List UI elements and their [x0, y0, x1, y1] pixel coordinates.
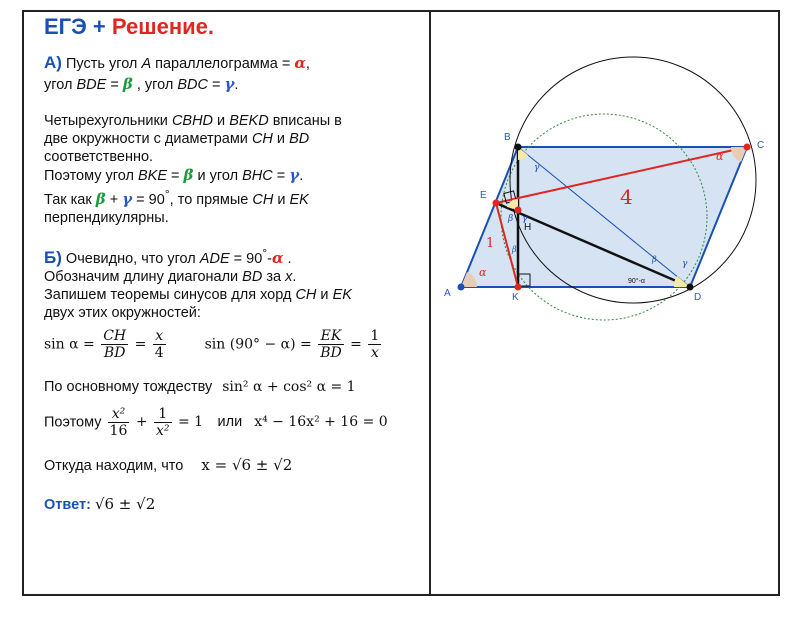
- point-a: [458, 284, 465, 291]
- label-beta-d: β: [652, 255, 657, 264]
- label-gamma-d: γ: [682, 259, 688, 269]
- label-alpha-c: α: [716, 150, 724, 163]
- label-beta-k: β: [512, 245, 517, 254]
- point-h: [515, 207, 522, 214]
- part-a-line-1: А) Пусть угол A параллелограмма = α,: [44, 53, 310, 72]
- part-b-line-4: двух этих окружностей:: [44, 304, 201, 321]
- solution-text: [44, 14, 419, 514]
- part-a-para3-line1: Так как β + γ = 90°, то прямые CH и EK: [44, 187, 309, 208]
- label-alpha-a: α: [479, 266, 487, 279]
- part-a-line-2: угол BDE = β , угол BDC = γ.: [44, 75, 239, 93]
- geometry-figure: [431, 10, 780, 596]
- label-point-k: K: [512, 292, 519, 303]
- equation-line: Поэтому $\frac{\text{x²}}{16}$ + $\frac{1}{\text{x²}}$ = 1 или x⁴ − 16x² + 16 = 0: [44, 405, 388, 439]
- answer-line: [44, 495, 419, 514]
- identity-line: По основному тождеству sin² α + cos² α = 1: [44, 378, 356, 395]
- part-b-line-1: Б) Очевидно, что угол ADE = 90°-α .: [44, 245, 292, 267]
- point-b: [515, 144, 522, 151]
- part-a-para3-line2: перпендикулярны.: [44, 209, 169, 226]
- part-a-para2: Поэтому угол BKE = β и угол BHC = γ.: [44, 166, 304, 184]
- label-point-e: E: [480, 190, 487, 201]
- page-title: ЕГЭ + Решение.: [44, 14, 215, 39]
- part-a-label: А): [44, 53, 62, 72]
- sine-formulas: sin α = $\frac{CH}{BD}$ = $\frac{x}{4}$ sin (90° − α) = $\frac{EK}{BD}$ = $\frac{1}{x}$: [44, 327, 380, 361]
- part-a-para1-line2: две окружности с диаметрами CH и BD: [44, 131, 310, 147]
- point-c: [744, 144, 751, 151]
- label-angle-ade: 90°-α: [628, 278, 645, 285]
- label-gamma-b: γ: [534, 163, 540, 173]
- label-point-a: A: [444, 288, 451, 299]
- label-point-h: H: [524, 222, 532, 233]
- point-e: [493, 200, 500, 207]
- answer-value: √6 ± √2: [94, 494, 156, 513]
- part-b-line-2: Обозначим длину диагонали BD за x.: [44, 268, 297, 285]
- label-length-ek: 1: [486, 236, 495, 251]
- label-point-d: D: [694, 292, 702, 303]
- label-point-b: B: [504, 132, 511, 143]
- answer-label: Ответ:: [44, 496, 91, 513]
- part-a-para1-line3: соответственно.: [44, 149, 154, 165]
- result-line: Откуда находим, что x = √6 ± √2: [44, 455, 293, 474]
- point-k: [515, 284, 522, 291]
- label-beta-e: β: [508, 214, 514, 224]
- part-b-line-3: Запишем теоремы синусов для хорд CH и EK: [44, 286, 352, 303]
- point-d: [687, 284, 694, 291]
- label-length-ch: 4: [620, 185, 633, 209]
- label-gamma-h: γ: [522, 214, 528, 224]
- label-point-c: C: [757, 140, 765, 151]
- part-a-para1-line1: Четырехугольники CBHD и BEKD вписаны в: [44, 113, 342, 129]
- parallelogram-diagram: [431, 10, 780, 596]
- part-b-label: Б): [44, 247, 62, 267]
